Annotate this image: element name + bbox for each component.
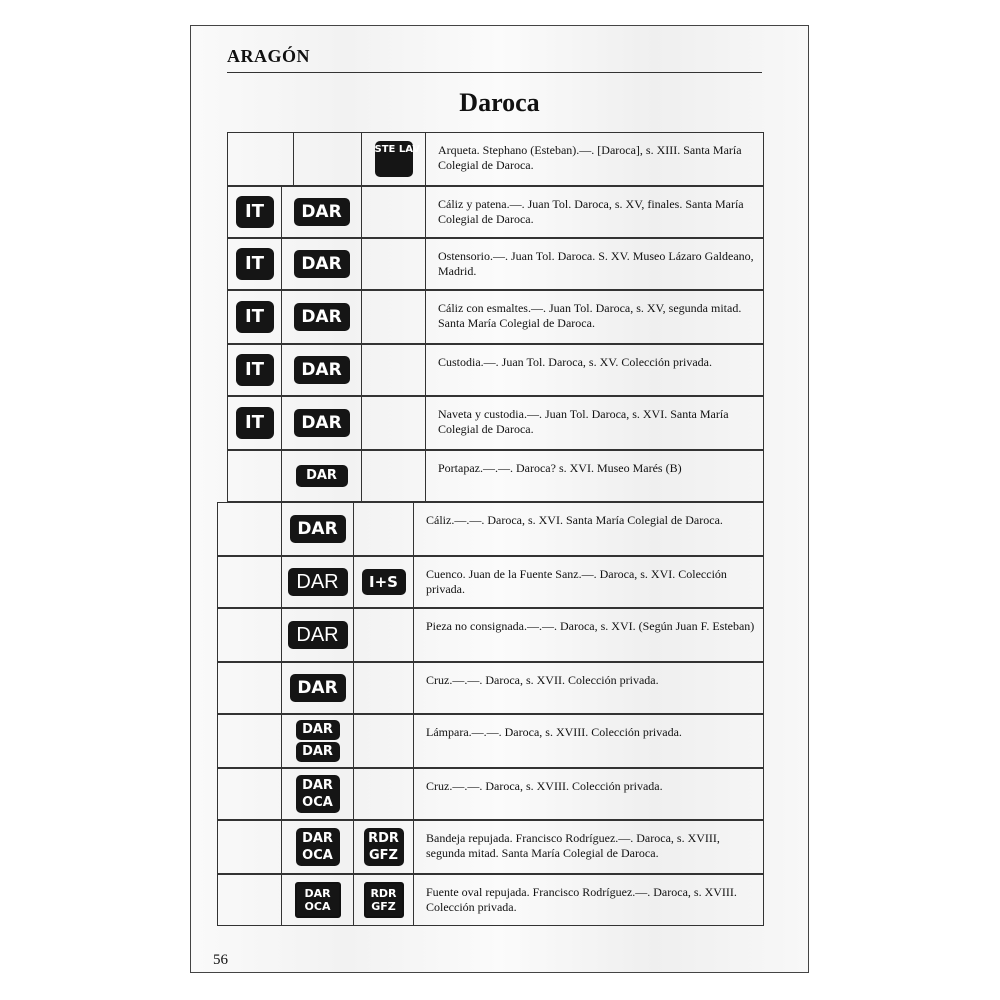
mark-cell [361, 290, 425, 344]
row-description: Pieza no consignada.—.—. Daroca, s. XVI. (Según Juan F. Esteban) [413, 608, 764, 662]
town-mark: DAR [288, 621, 348, 649]
mark-cell [353, 820, 413, 874]
table-row [217, 662, 764, 714]
maker-mark: IT [236, 196, 274, 228]
row-description: Cruz.—.—. Daroca, s. XVII. Colección privada. [413, 662, 764, 714]
maker-mark: RDR GFZ [364, 828, 404, 866]
mark-cell [353, 874, 413, 926]
mark-cell [361, 238, 425, 290]
mark-cell [217, 714, 281, 768]
header-rule [227, 72, 762, 73]
mark-cell [281, 238, 361, 290]
table-row [217, 820, 764, 874]
mark-cell [353, 502, 413, 556]
table-row [217, 608, 764, 662]
table-row [217, 768, 764, 820]
row-description: Arqueta. Stephano (Esteban).—. [Daroca], s. XIII. Santa María Colegial de Daroca. [425, 132, 764, 186]
mark-cell [361, 450, 425, 502]
maker-mark: RDR GFZ [364, 882, 404, 918]
assayer-mark: STE LAV [375, 141, 413, 177]
mark-cell [281, 450, 361, 502]
mark-cell [227, 450, 281, 502]
row-description: Bandeja repujada. Francisco Rodríguez.—. Daroca, s. XVIII, segunda mitad. Santa María Colegial de Daroca. [413, 820, 764, 874]
mark-cell [361, 396, 425, 450]
town-mark-pair [296, 718, 340, 764]
town-mark: DAR [296, 465, 348, 487]
mark-cell [281, 186, 361, 238]
city-title: Daroca [459, 88, 540, 117]
town-mark: DAR OCA [296, 775, 340, 813]
row-description: Cáliz y patena.—. Juan Tol. Daroca, s. XV, finales. Santa María Colegial de Daroca. [425, 186, 764, 238]
town-mark: DAR [294, 409, 350, 437]
town-mark: DAR [290, 674, 346, 702]
table-row [217, 556, 764, 608]
mark-cell [281, 290, 361, 344]
mark-cell [217, 502, 281, 556]
mark-cell [281, 662, 353, 714]
row-description: Cruz.—.—. Daroca, s. XVIII. Colección privada. [413, 768, 764, 820]
town-mark: DAR [296, 720, 340, 740]
mark-cell [281, 502, 353, 556]
table-row [217, 874, 764, 926]
row-description: Cáliz.—.—. Daroca, s. XVI. Santa María Colegial de Daroca. [413, 502, 764, 556]
page-number: 56 [213, 952, 228, 968]
town-mark: DAR [296, 742, 340, 762]
mark-cell [281, 874, 353, 926]
town-mark: DAR OCA [295, 882, 341, 918]
mark-cell [217, 874, 281, 926]
mark-cell [227, 132, 293, 186]
mark-cell [281, 396, 361, 450]
mark-cell [281, 820, 353, 874]
mark-cell [353, 556, 413, 608]
mark-cell [293, 132, 361, 186]
mark-cell [281, 768, 353, 820]
row-description: Cáliz con esmaltes.—. Juan Tol. Daroca, s. XV, segunda mitad. Santa María Colegial de Daroca. [425, 290, 764, 344]
mark-cell [281, 608, 353, 662]
mark-cell [227, 290, 281, 344]
mark-cell [227, 186, 281, 238]
table-row [227, 132, 764, 186]
mark-cell [281, 714, 353, 768]
town-mark: DAR [288, 568, 348, 596]
mark-cell [353, 768, 413, 820]
mark-cell [227, 344, 281, 396]
table-row [227, 396, 764, 450]
mark-cell [227, 396, 281, 450]
maker-mark: IT [236, 354, 274, 386]
table-row [227, 186, 764, 238]
mark-cell [227, 238, 281, 290]
row-description: Portapaz.—.—. Daroca? s. XVI. Museo Marés (B) [425, 450, 764, 502]
row-description: Ostensorio.—. Juan Tol. Daroca. S. XV. Museo Lázaro Galdeano, Madrid. [425, 238, 764, 290]
maker-mark: IT [236, 301, 274, 333]
row-description: Fuente oval repujada. Francisco Rodríguez.—. Daroca, s. XVIII. Colección privada. [413, 874, 764, 926]
mark-cell [281, 556, 353, 608]
maker-mark: I+S [362, 569, 406, 595]
table-row [217, 502, 764, 556]
town-mark: DAR [294, 303, 350, 331]
region-title: ARAGÓN [227, 46, 310, 66]
mark-cell [353, 662, 413, 714]
mark-cell [353, 714, 413, 768]
table-row [227, 344, 764, 396]
town-mark: DAR [290, 515, 346, 543]
mark-cell [361, 344, 425, 396]
catalog-page [190, 25, 809, 973]
row-description: Custodia.—. Juan Tol. Daroca, s. XV. Colección privada. [425, 344, 764, 396]
table-row [227, 450, 764, 502]
mark-cell [361, 132, 425, 186]
mark-cell [217, 556, 281, 608]
row-description: Cuenco. Juan de la Fuente Sanz.—. Daroca, s. XVI. Colección privada. [413, 556, 764, 608]
maker-mark: IT [236, 407, 274, 439]
town-mark: DAR [294, 198, 350, 226]
mark-cell [217, 662, 281, 714]
mark-cell [217, 820, 281, 874]
mark-cell [281, 344, 361, 396]
mark-cell [217, 768, 281, 820]
table-row [217, 714, 764, 768]
mark-cell [217, 608, 281, 662]
row-description: Naveta y custodia.—. Juan Tol. Daroca, s. XVI. Santa María Colegial de Daroca. [425, 396, 764, 450]
town-mark: DAR [294, 250, 350, 278]
mark-cell [361, 186, 425, 238]
maker-mark: IT [236, 248, 274, 280]
table-row [227, 238, 764, 290]
town-mark: DAR OCA [296, 828, 340, 866]
row-description: Lámpara.—.—. Daroca, s. XVIII. Colección privada. [413, 714, 764, 768]
mark-cell [353, 608, 413, 662]
town-mark: DAR [294, 356, 350, 384]
table-row [227, 290, 764, 344]
